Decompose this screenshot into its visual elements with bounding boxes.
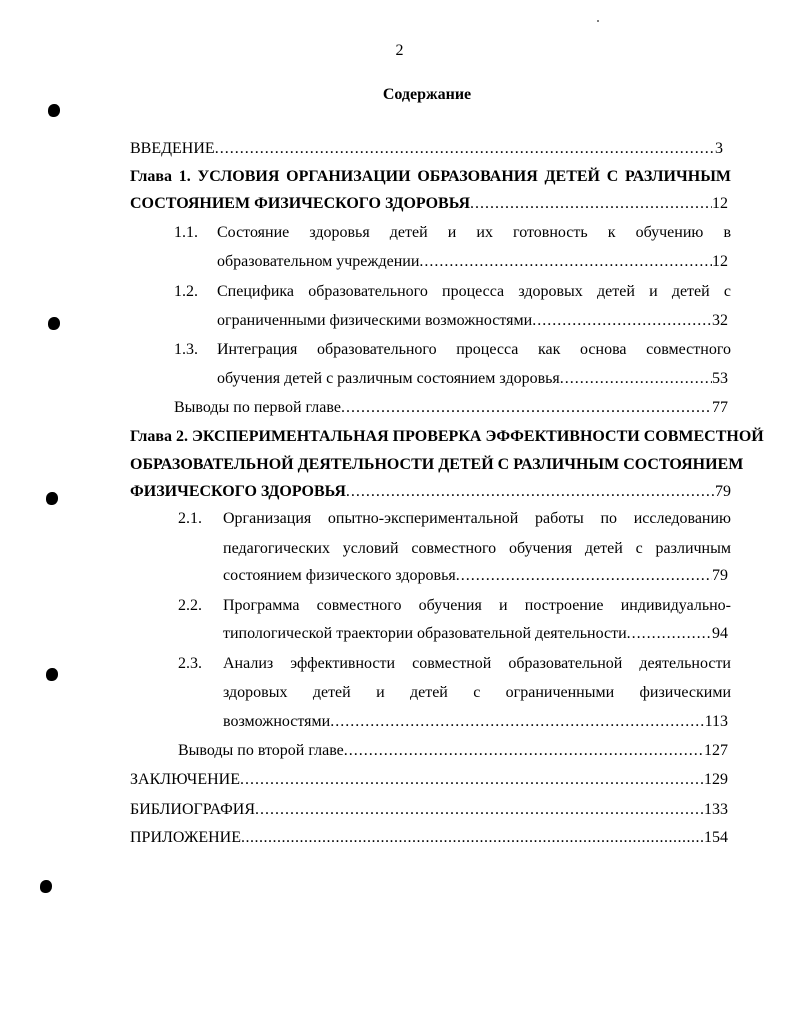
toc-entry-label: ЗАКЛЮЧЕНИЕ [130,771,240,788]
toc-section-2-3[interactable]: Анализ эффективности совместной образовательной деятельности [223,655,731,672]
binding-hole [46,492,58,505]
toc-page-number: 127 [704,742,728,759]
toc-entry-intro[interactable] [130,137,723,161]
toc-section-1-1-end[interactable] [217,250,728,274]
toc-section-1-1[interactable]: Состояние здоровья детей и их готовность к обучению в [217,224,731,241]
section-number: 1.1. [174,224,198,241]
dot-leader [240,768,704,792]
toc-chapter-1-conclusions[interactable] [174,396,728,420]
toc-entry-label: ограниченными физическими возможностями [217,312,533,329]
toc-section-2-1-end[interactable] [223,564,728,588]
binding-hole [48,104,60,117]
toc-chapter-1-title[interactable]: Глава 1. УСЛОВИЯ ОРГАНИЗАЦИИ ОБРАЗОВАНИЯ ДЕТЕЙ С РАЗЛИЧНЫМ [130,168,731,185]
toc-entry-label: СОСТОЯНИЕМ ФИЗИЧЕСКОГО ЗДОРОВЬЯ [130,195,470,212]
toc-section-2-3-line2[interactable]: здоровых детей и детей с ограниченными физическими [223,684,731,701]
binding-hole [48,317,60,330]
toc-page-number: 12 [712,253,728,270]
toc-section-1-2-end[interactable] [217,309,728,333]
toc-entry-label: возможностями [223,713,331,730]
toc-entry-label: Выводы по первой главе [174,399,341,416]
section-number: 2.2. [178,597,202,614]
toc-page-number: 32 [712,312,728,329]
toc-entry-label: состоянием физического здоровья [223,567,456,584]
toc-entry-label: ПРИЛОЖЕНИЕ [130,829,242,846]
scan-speck [597,20,599,22]
dot-leader [344,739,704,763]
dot-leader [532,309,712,333]
binding-hole [40,880,52,893]
toc-chapter-2-conclusions[interactable] [178,739,728,763]
page-number: 2 [395,42,404,59]
toc-page-number: 94 [712,625,728,642]
dot-leader [560,367,712,391]
toc-page-number: 133 [704,801,728,818]
toc-entry-bibliography[interactable] [130,798,728,822]
toc-entry-conclusion[interactable] [130,768,728,792]
toc-page-number: 79 [715,483,731,500]
toc-page-number: 129 [704,771,728,788]
toc-chapter-2-title-end[interactable] [130,480,731,504]
toc-section-2-1-line2[interactable]: педагогических условий совместного обучения детей с различным [223,540,731,557]
toc-entry-label: БИБЛИОГРАФИЯ [130,801,256,818]
toc-entry-label: ВВЕДЕНИЕ [130,140,215,157]
toc-section-2-2[interactable]: Программа совместного обучения и построение индивидуально- [223,597,731,614]
toc-page-number: 79 [712,567,728,584]
section-number: 2.3. [178,655,202,672]
toc-page-number: 53 [712,370,728,387]
toc-chapter-1-title-end[interactable] [130,192,728,216]
dot-leader [627,622,712,646]
toc-section-2-3-end[interactable] [223,710,728,734]
section-number: 2.1. [178,510,202,527]
dot-leader [456,564,712,588]
toc-entry-label: обучения детей с различным состоянием здоровья [217,370,560,387]
toc-page-number: 3 [715,140,723,157]
dot-leader [419,250,712,274]
toc-section-2-1[interactable]: Организация опытно-экспериментальной работы по исследованию [223,510,731,527]
toc-entry-label: типологической траектории образовательной деятельности [223,625,627,642]
toc-page-number: 12 [712,195,728,212]
toc-section-1-3-end[interactable] [217,367,728,391]
toc-page-number: 154 [704,829,728,846]
binding-hole [46,668,58,681]
dot-leader [241,826,704,850]
toc-section-2-2-end[interactable] [223,622,728,646]
toc-entry-label: Выводы по второй главе [178,742,344,759]
section-number: 1.3. [174,341,198,358]
toc-entry-label: ФИЗИЧЕСКОГО ЗДОРОВЬЯ [130,483,346,500]
dot-leader [341,396,712,420]
toc-section-1-2[interactable]: Специфика образовательного процесса здоровых детей и детей с [217,283,731,300]
dot-leader [470,192,712,216]
page-title: Содержание [382,86,472,103]
toc-chapter-2-title-line2[interactable]: ОБРАЗОВАТЕЛЬНОЙ ДЕЯТЕЛЬНОСТИ ДЕТЕЙ С РАЗЛИЧНЫМ СОСТОЯНИЕМ [130,456,744,473]
dot-leader [255,798,704,822]
dot-leader [346,480,715,504]
section-number: 1.2. [174,283,198,300]
toc-page-number: 77 [712,399,728,416]
toc-chapter-2-title[interactable]: Глава 2. ЭКСПЕРИМЕНТАЛЬНАЯ ПРОВЕРКА ЭФФЕКТИВНОСТИ СОВМЕСТНОЙ [130,428,764,445]
toc-entry-appendix[interactable] [130,826,728,850]
toc-section-1-3[interactable]: Интеграция образовательного процесса как основа совместного [217,341,731,358]
dot-leader [330,710,704,734]
toc-entry-label: образовательном учреждении [217,253,420,270]
toc-page-number: 113 [704,713,728,730]
dot-leader [215,137,715,161]
